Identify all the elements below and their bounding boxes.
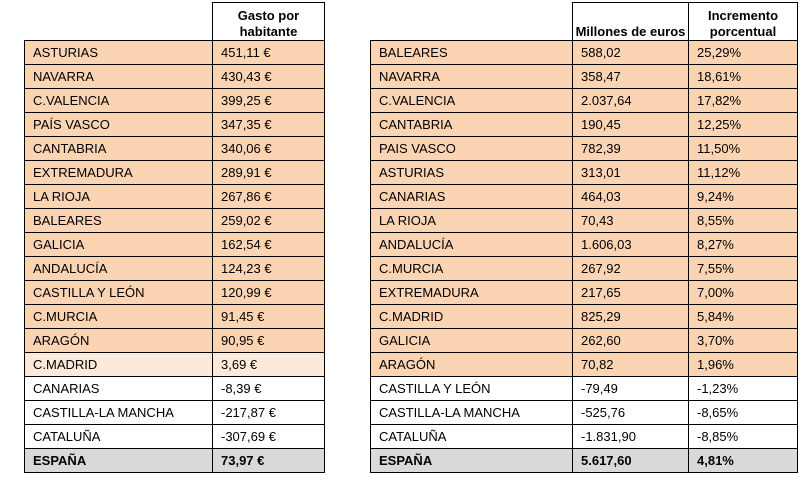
table-row xyxy=(25,233,325,257)
gasto-cell: 430,43 € xyxy=(213,65,325,89)
incremento-cell: -1,23% xyxy=(689,377,798,401)
millones-cell: 2.037,64 xyxy=(573,89,689,113)
gasto-cell: 124,23 € xyxy=(213,257,325,281)
region-cell: C.MADRID xyxy=(25,353,213,377)
gasto-cell: 91,45 € xyxy=(213,305,325,329)
region-cell: CASTILLA-LA MANCHA xyxy=(371,401,573,425)
table-row xyxy=(25,137,325,161)
incremento-cell: 18,61% xyxy=(689,65,798,89)
millones-cell: -79,49 xyxy=(573,377,689,401)
incremento-cell: 5,84% xyxy=(689,305,798,329)
region-cell: LA RIOJA xyxy=(25,185,213,209)
gasto-cell: 347,35 € xyxy=(213,113,325,137)
gasto-por-habitante-table xyxy=(24,2,325,473)
table-header-row xyxy=(25,3,325,41)
region-cell: ANDALUCÍA xyxy=(25,257,213,281)
region-cell: C.MURCIA xyxy=(371,257,573,281)
table-row xyxy=(25,41,325,65)
region-cell: CASTILLA-LA MANCHA xyxy=(25,401,213,425)
gasto-cell: 73,97 € xyxy=(213,449,325,473)
table-row xyxy=(25,377,325,401)
table-total-row xyxy=(25,449,325,473)
table-row xyxy=(371,137,798,161)
header-millones-de-euros: Millones de euros xyxy=(573,3,689,41)
table-row xyxy=(25,209,325,233)
gasto-cell: 340,06 € xyxy=(213,137,325,161)
gasto-cell: 399,25 € xyxy=(213,89,325,113)
region-cell: EXTREMADURA xyxy=(371,281,573,305)
region-cell: CANTABRIA xyxy=(25,137,213,161)
incremento-cell: 8,27% xyxy=(689,233,798,257)
millones-cell: 313,01 xyxy=(573,161,689,185)
millones-incremento-table xyxy=(370,2,798,473)
table-row xyxy=(25,353,325,377)
region-cell: LA RIOJA xyxy=(371,209,573,233)
table-row xyxy=(371,353,798,377)
table-row xyxy=(371,161,798,185)
incremento-cell: 11,50% xyxy=(689,137,798,161)
millones-cell: 262,60 xyxy=(573,329,689,353)
millones-cell: 267,92 xyxy=(573,257,689,281)
gasto-cell: -8,39 € xyxy=(213,377,325,401)
header-gasto-por-habitante: Gasto por habitante xyxy=(213,3,325,41)
table-row xyxy=(25,161,325,185)
table-row xyxy=(371,65,798,89)
millones-cell: 358,47 xyxy=(573,65,689,89)
table-header-row xyxy=(371,3,798,41)
millones-cell: 588,02 xyxy=(573,41,689,65)
millones-cell: 464,03 xyxy=(573,185,689,209)
table-row xyxy=(371,113,798,137)
region-cell: C.VALENCIA xyxy=(371,89,573,113)
millones-cell: -1.831,90 xyxy=(573,425,689,449)
header-region xyxy=(371,3,573,41)
incremento-cell: 8,55% xyxy=(689,209,798,233)
table-row xyxy=(371,257,798,281)
table-row xyxy=(371,305,798,329)
incremento-cell: 7,55% xyxy=(689,257,798,281)
region-cell: CANARIAS xyxy=(25,377,213,401)
table-row xyxy=(371,377,798,401)
incremento-cell: 17,82% xyxy=(689,89,798,113)
millones-cell: 70,43 xyxy=(573,209,689,233)
region-cell: EXTREMADURA xyxy=(25,161,213,185)
region-cell: ASTURIAS xyxy=(25,41,213,65)
gasto-cell: 289,91 € xyxy=(213,161,325,185)
incremento-cell: 1,96% xyxy=(689,353,798,377)
region-cell: ARAGÓN xyxy=(25,329,213,353)
table-row xyxy=(25,329,325,353)
table-row xyxy=(371,41,798,65)
gasto-cell: 120,99 € xyxy=(213,281,325,305)
region-cell: C.VALENCIA xyxy=(25,89,213,113)
table-row xyxy=(25,257,325,281)
table-row xyxy=(25,305,325,329)
incremento-cell: -8,85% xyxy=(689,425,798,449)
millones-cell: 825,29 xyxy=(573,305,689,329)
table-row xyxy=(371,233,798,257)
table-row xyxy=(371,329,798,353)
region-cell: CASTILLA Y LEÓN xyxy=(371,377,573,401)
table-row xyxy=(371,281,798,305)
region-cell: GALICIA xyxy=(25,233,213,257)
gasto-cell: 259,02 € xyxy=(213,209,325,233)
table-row xyxy=(25,401,325,425)
region-cell: BALEARES xyxy=(371,41,573,65)
incremento-cell: 9,24% xyxy=(689,185,798,209)
region-cell: CANARIAS xyxy=(371,185,573,209)
table-row xyxy=(371,425,798,449)
header-incremento-porcentual: Incremento porcentual xyxy=(689,3,798,41)
incremento-cell: 11,12% xyxy=(689,161,798,185)
table-row xyxy=(25,113,325,137)
region-cell: ASTURIAS xyxy=(371,161,573,185)
incremento-cell: 12,25% xyxy=(689,113,798,137)
millones-cell: 782,39 xyxy=(573,137,689,161)
table-row xyxy=(25,185,325,209)
table-row xyxy=(371,209,798,233)
gasto-cell: -307,69 € xyxy=(213,425,325,449)
table-row xyxy=(25,425,325,449)
millones-cell: 5.617,60 xyxy=(573,449,689,473)
region-cell: ANDALUCÍA xyxy=(371,233,573,257)
table-row xyxy=(371,185,798,209)
region-cell: BALEARES xyxy=(25,209,213,233)
table-row xyxy=(25,65,325,89)
table-row xyxy=(371,89,798,113)
region-cell: PAIS VASCO xyxy=(371,137,573,161)
gasto-cell: 267,86 € xyxy=(213,185,325,209)
table-row xyxy=(371,401,798,425)
region-cell: CASTILLA Y LEÓN xyxy=(25,281,213,305)
gasto-cell: 451,11 € xyxy=(213,41,325,65)
region-cell: ARAGÓN xyxy=(371,353,573,377)
region-cell: ESPAÑA xyxy=(371,449,573,473)
incremento-cell: 7,00% xyxy=(689,281,798,305)
region-cell: ESPAÑA xyxy=(25,449,213,473)
region-cell: C.MADRID xyxy=(371,305,573,329)
region-cell: CANTABRIA xyxy=(371,113,573,137)
region-cell: CATALUÑA xyxy=(25,425,213,449)
gasto-cell: -217,87 € xyxy=(213,401,325,425)
incremento-cell: 4,81% xyxy=(689,449,798,473)
region-cell: NAVARRA xyxy=(371,65,573,89)
gasto-cell: 90,95 € xyxy=(213,329,325,353)
gasto-cell: 162,54 € xyxy=(213,233,325,257)
region-cell: PAÍS VASCO xyxy=(25,113,213,137)
region-cell: CATALUÑA xyxy=(371,425,573,449)
gasto-cell: 3,69 € xyxy=(213,353,325,377)
region-cell: GALICIA xyxy=(371,329,573,353)
region-cell: NAVARRA xyxy=(25,65,213,89)
header-region xyxy=(25,3,213,41)
millones-cell: -525,76 xyxy=(573,401,689,425)
millones-cell: 70,82 xyxy=(573,353,689,377)
incremento-cell: 25,29% xyxy=(689,41,798,65)
incremento-cell: -8,65% xyxy=(689,401,798,425)
millones-cell: 190,45 xyxy=(573,113,689,137)
region-cell: C.MURCIA xyxy=(25,305,213,329)
table-total-row xyxy=(371,449,798,473)
table-row xyxy=(25,281,325,305)
incremento-cell: 3,70% xyxy=(689,329,798,353)
millones-cell: 1.606,03 xyxy=(573,233,689,257)
millones-cell: 217,65 xyxy=(573,281,689,305)
table-row xyxy=(25,89,325,113)
